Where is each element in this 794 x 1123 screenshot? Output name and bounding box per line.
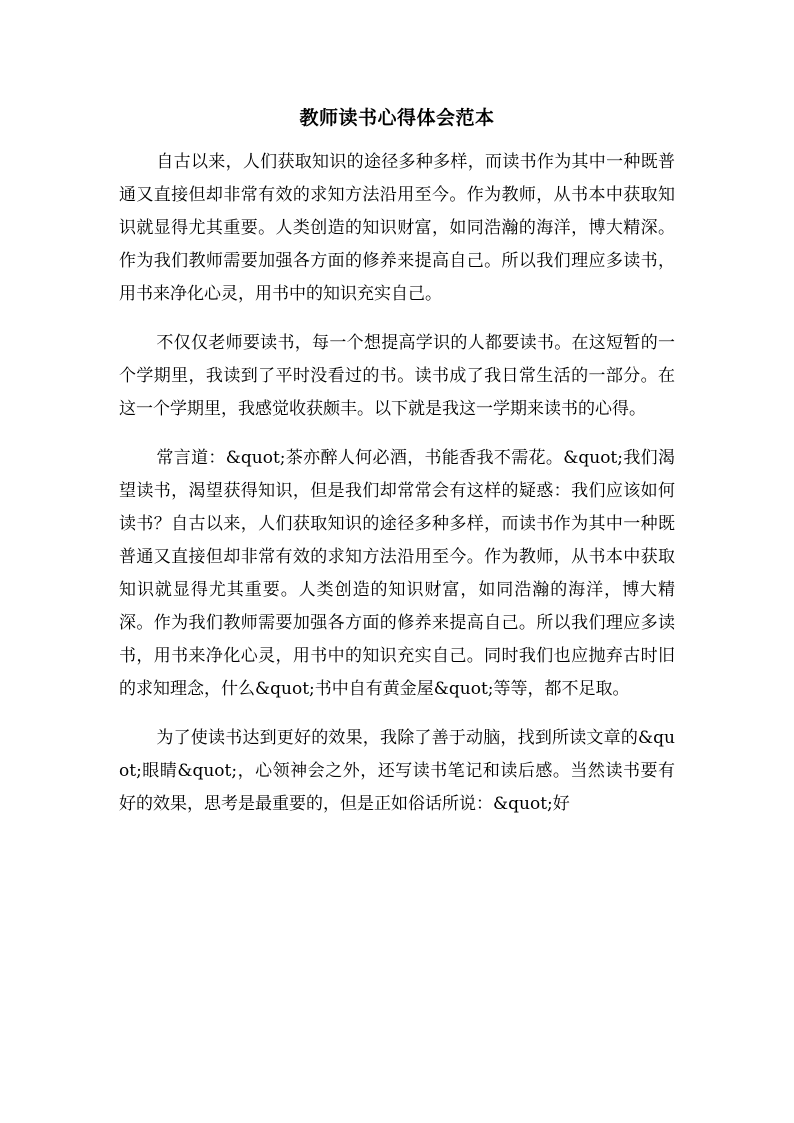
paragraph-4: 为了使读书达到更好的效果，我除了善于动脑，找到所读文章的&quot;眼睛&quot;，心领神会之外，还写读书笔记和读后感。当然读书要有好的效果，思考是最重要的，但是正如俗话所说：&quot;好 xyxy=(119,728,675,814)
document-body xyxy=(119,146,675,837)
paragraph-1: 自古以来，人们获取知识的途径多种多样，而读书作为其中一种既普通又直接但却非常有效的求知方法沿用至今。作为教师，从书本中获取知识就显得尤其重要。人类创造的知识财富，如同浩瀚的海洋，博大精深。作为我们教师需要加强各方面的修养来提高自己。所以我们理应多读书，用书来净化心灵，用书中的知识充实自己。 xyxy=(119,152,675,304)
document-title: 教师读书心得体会范本 xyxy=(299,107,495,129)
paragraph-2: 不仅仅老师要读书，每一个想提高学识的人都要读书。在这短暂的一个学期里，我读到了平时没看过的书。读书成了我日常生活的一部分。在这一个学期里，我感觉收获颇丰。以下就是我这一学期来读书的心得。 xyxy=(119,333,675,419)
paragraph-3: 常言道：&quot;茶亦醉人何必酒，书能香我不需花。&quot;我们渴望读书，渴望获得知识，但是我们却常常会有这样的疑惑：我们应该如何读书？自古以来，人们获取知识的途径多种多样，而读书作为其中一种既普通又直接但却非常有效的求知方法沿用至今。作为教师，从书本中获取知识就显得尤其重要。人类创造的知识财富，如同浩瀚的海洋，博大精深。作为我们教师需要加强各方面的修养来提高自己。所以我们理应多读书，用书来净化心灵，用书中的知识充实自己。同时我们也应抛弃古时旧的求知理念，什么&quot;书中自有黄金屋&quot;等等，都不足取。 xyxy=(119,448,675,699)
